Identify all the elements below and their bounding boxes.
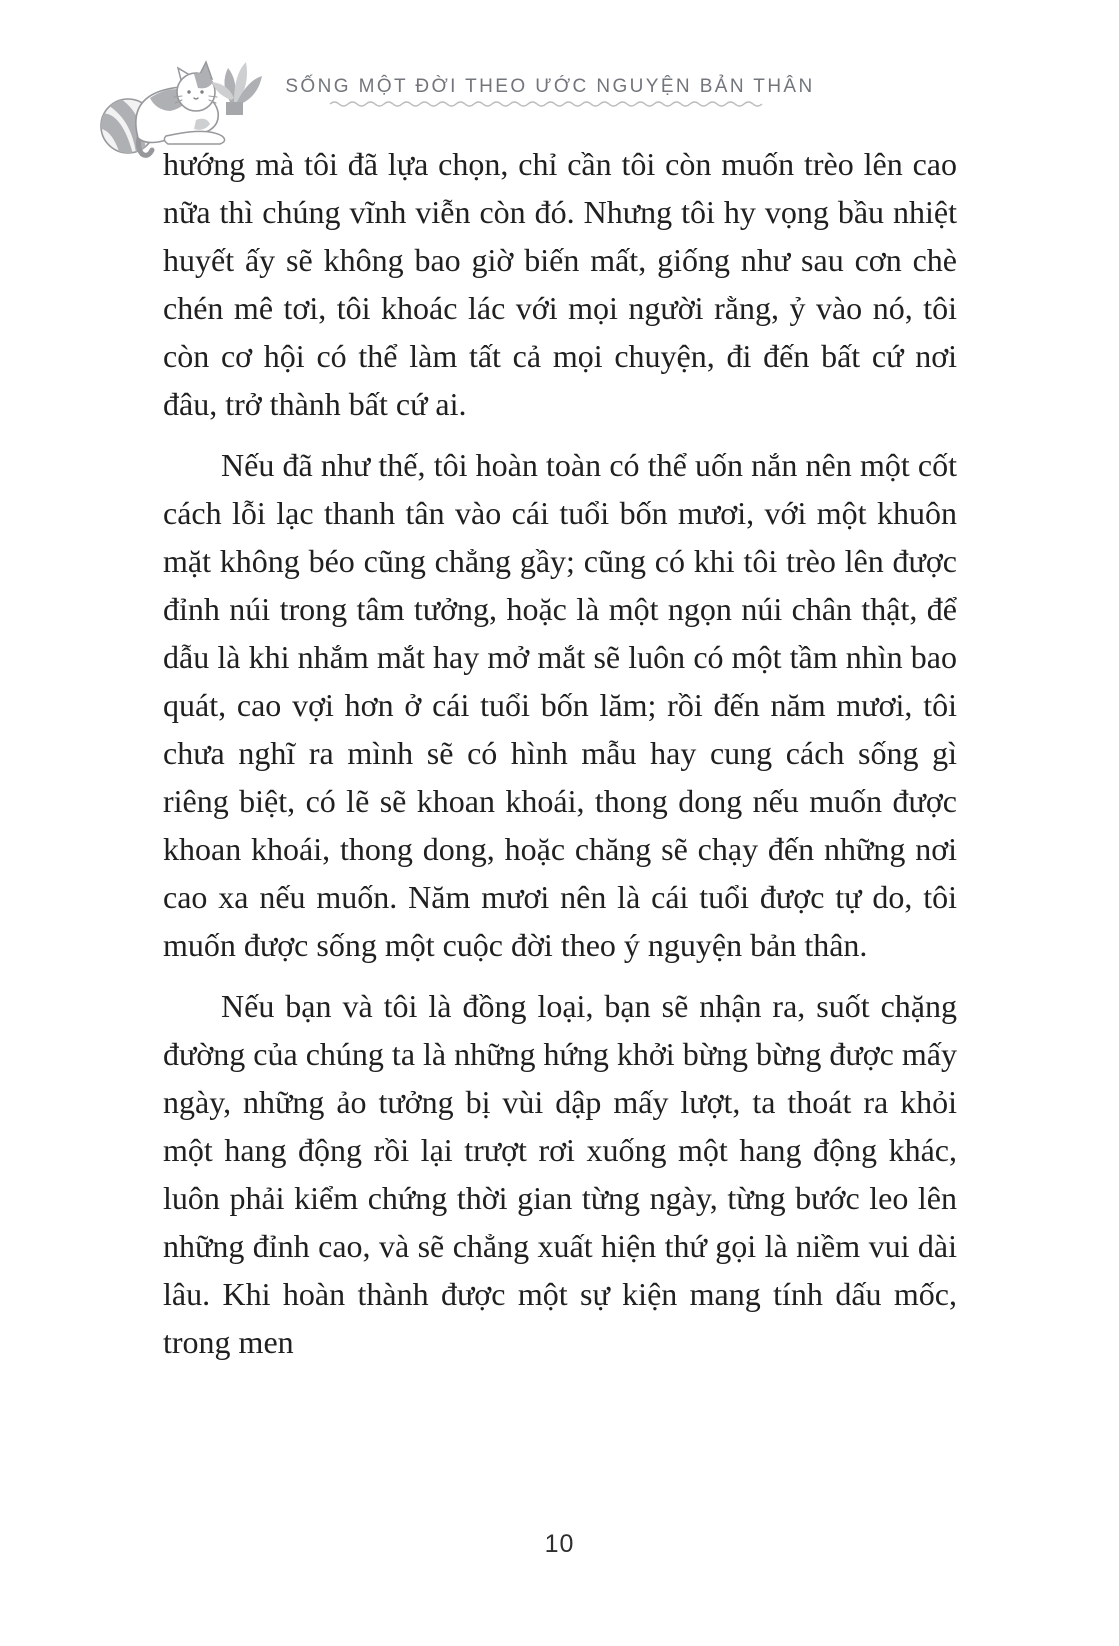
paragraph: Nếu đã như thế, tôi hoàn toàn có thể uốn nắn nên một cốt cách lỗi lạc thanh tân vào cái tuổi bốn mươi, với một khuôn mặt không béo cũng chẳng gầy; cũng có khi tôi trèo lên được đỉnh núi trong tâm tưởng, hoặc là một ngọn núi chân thật, để dẫu là khi nhắm mắt hay mở mắt sẽ luôn có một tầm nhìn bao quát, cao vợi hơn ở cái tuổi bốn lăm; rồi đến năm mươi, tôi chưa nghĩ ra mình sẽ có hình mẫu hay cung cách sống gì riêng biệt, có lẽ sẽ khoan khoái, thong dong nếu muốn được khoan khoái, thong dong, hoặc chăng sẽ chạy đến những nơi cao xa nếu muốn. Năm mươi nên là cái tuổi được tự do, tôi muốn được sống một cuộc đời theo ý nguyện bản thân. <box>163 447 957 963</box>
page-header-title: SỐNG MỘT ĐỜI THEO ƯỚC NGUYỆN BẢN THÂN <box>285 76 815 97</box>
paragraph: hướng mà tôi đã lựa chọn, chỉ cần tôi còn muốn trèo lên cao nữa thì chúng vĩnh viễn còn đó. Nhưng tôi hy vọng bầu nhiệt huyết ấy sẽ không bao giờ biến mất, giống như sau cơn chè chén mê tơi, tôi khoác lác với mọi người rằng, ỷ vào nó, tôi còn cơ hội có thể làm tất cả mọi chuyện, đi đến bất cứ nơi đâu, trở thành bất cứ ai. <box>163 146 957 422</box>
wavy-divider <box>329 99 772 109</box>
paragraph: Nếu bạn và tôi là đồng loại, bạn sẽ nhận ra, suốt chặng đường của chúng ta là những hứng khởi bừng bừng được mấy ngày, những ảo tưởng bị vùi dập mấy lượt, ta thoát ra khỏi một hang động rồi lại trượt rơi xuống một hang động khác, luôn phải kiểm chứng thời gian từng ngày, từng bước leo lên những đỉnh cao, và sẽ chẳng xuất hiện thứ gọi là niềm vui dài lâu. Khi hoàn thành được một sự kiện mang tính dấu mốc, trong men <box>163 988 957 1360</box>
page-number: 10 <box>544 1530 575 1558</box>
body-text <box>163 140 957 1379</box>
